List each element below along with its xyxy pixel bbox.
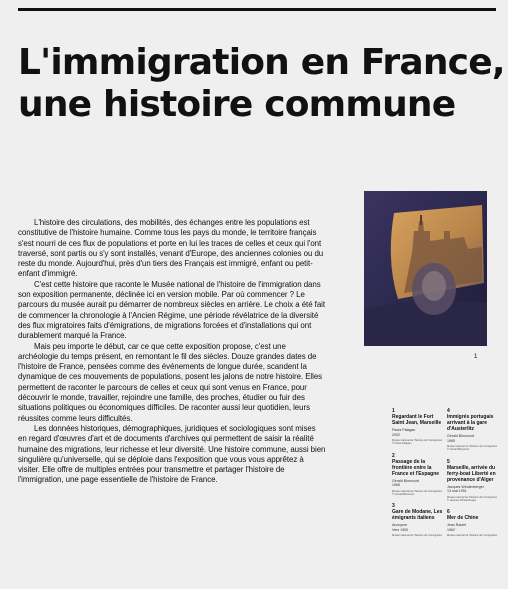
caption-title: Regardant le Fort Saint Jean, Marseille xyxy=(392,414,442,426)
caption-title: Mer de Chine xyxy=(447,515,479,522)
caption-number: 2 xyxy=(392,452,395,459)
photo-fort-saint-jean xyxy=(364,191,487,346)
caption-meta: Paola Palagan 2002 xyxy=(392,428,416,437)
caption-meta: Anonyme Vers 1900 xyxy=(392,523,409,532)
caption-item xyxy=(392,503,445,537)
caption-credit: Musée national de l'histoire de l'immigration © Paola Palagan xyxy=(392,439,443,446)
figure-number: 1 xyxy=(474,354,478,360)
caption-number: 3 xyxy=(392,503,395,510)
caption-title: Marseille, arrivée du ferry-boat Liberté en provenance d'Alger xyxy=(447,464,496,483)
caption-item xyxy=(392,408,445,446)
caption-number: 1 xyxy=(392,408,395,414)
caption-meta: Jacques Windenberger 13 mai 1991 xyxy=(447,484,484,494)
caption-title: Gare de Modane, Les émigrants italiens xyxy=(392,509,443,522)
caption-meta: Jean Raulet 1962 xyxy=(447,523,467,532)
caption-meta: Gérald Bloncourt 1965 xyxy=(447,434,474,443)
caption-credit: Musée national de l'histoire de l'immigration xyxy=(392,534,443,538)
caption-credit: Musée national de l'histoire de l'immigration xyxy=(447,534,498,538)
title-line-1: L'immigration en France, xyxy=(18,42,505,83)
top-rule xyxy=(18,8,496,11)
caption-item xyxy=(392,453,445,497)
paragraph-4: Les données historiques, démographiques, juridiques et sociologiques sont mises en regard d'œuvres d'art et de documents d'archives qui permettent de saisir la réalité humaine des migrations, leur richesse et leur diversité. Une histoire commune, aussi bien singulière qu'universelle, qui se déploie dans l'exposition que vous vous apprêtez à visiter. Elle offre de multiples entrées pour transmettre et partager l'histoire de l'immigration, une page essentielle de l'histoire de France. xyxy=(18,423,326,485)
caption-number: 5 xyxy=(447,458,450,465)
paragraph-3: Mais peu importe le début, car ce que cette exposition propose, c'est une archéologie du temps présent, en remontant le fil des siècles. Douze grandes dates de l'histoire de France, pensées comme des événements de longue durée, scandent la dynamique de ces mouvements de populations, posent les jalons de notre histoire. Elles permettent de raconter le parcours de celles et ceux qui sont venus en France, pour découvrir le monde, travailler, rejoindre une famille, des proches, étudier ou fuir des situations politiques ou économiques difficiles. De raconter aussi leur quotidien, leurs réussites comme leurs difficultés. xyxy=(18,341,323,423)
caption-item xyxy=(447,408,500,452)
paragraph-2: C'est cette histoire que raconte le Musée national de l'histoire de l'immigration dans son exposition permanente, déclinée ici en version mobile. Par où commencer ? Le parcours du musée aurait pu démarrer de nombreux siècles en arrière. Le choix a été fait de commencer la chronologie à l'Ancien Régime, une période révélatrice de la diversité des flux migratoires faits d'émigrations, de migrations forcées et d'installations qui ont durablement marqué la France. xyxy=(18,279,326,341)
captions-right xyxy=(447,408,500,545)
title-line-2: une histoire commune xyxy=(18,84,456,125)
caption-number: 6 xyxy=(447,509,450,516)
caption-title: Passage de la frontière entre la France et l'Espagne xyxy=(392,458,440,477)
paragraph-1: L'histoire des circulations, des mobilités, des échanges entre les populations est constitutive de l'histoire humaine. Comme tous les pays du monde, le territoire français s'est nourri de ces flux de populations et porte en lui les traces de celles et ceux qui l'ont traversé, sont partis ou s'y sont installés, venant d'Europe, des anciennes colonies ou du reste du monde. Aujourd'hui, près d'un tiers des Français est immigré, enfant ou petit-enfant d'immigré. xyxy=(18,218,324,279)
caption-credit: Musée national de l'histoire de l'immigration © Jacques Windenberger xyxy=(447,495,498,502)
caption-title: Immigrés portugais arrivant à la gare d'Austerlitz xyxy=(447,414,494,432)
caption-credit: Musée national de l'histoire de l'immigration © Gérald Bloncourt xyxy=(447,445,498,452)
page-title xyxy=(18,42,505,126)
caption-meta: Gérald Bloncourt 1965 xyxy=(392,478,419,488)
captions-left xyxy=(392,408,445,545)
captions xyxy=(392,408,498,545)
caption-item xyxy=(447,459,500,503)
intro-text xyxy=(18,218,326,486)
caption-number: 4 xyxy=(447,408,450,414)
caption-credit: Musée national de l'histoire de l'immigration © Gérald Bloncourt xyxy=(392,489,443,496)
caption-item xyxy=(447,509,500,537)
